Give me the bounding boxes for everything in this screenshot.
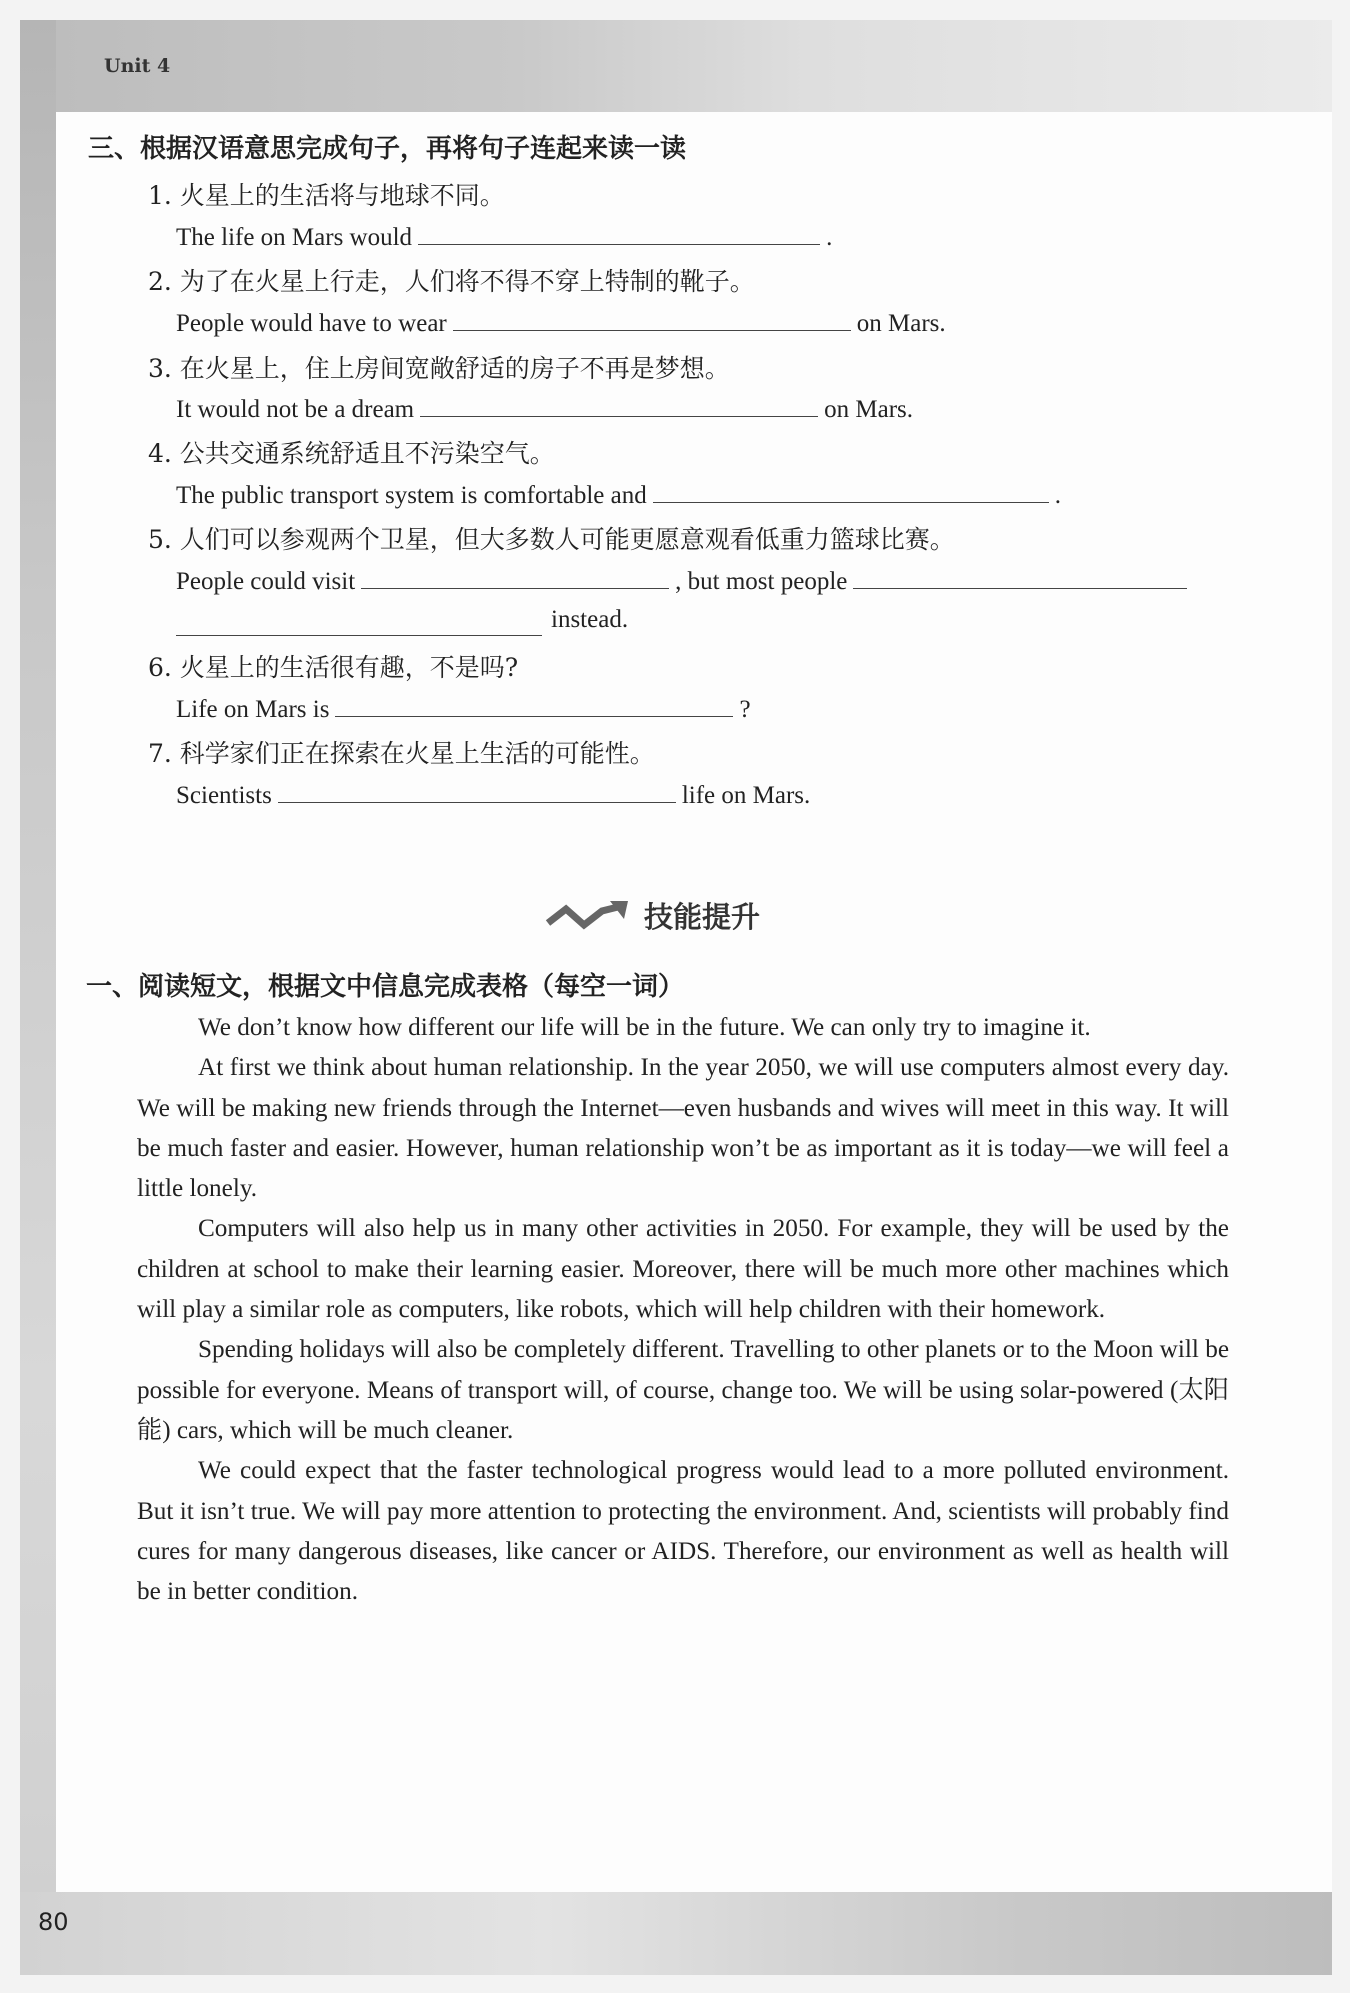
answer-blank-5b[interactable] [853, 564, 1187, 589]
question-6-prompt: Life on Mars is [176, 696, 330, 723]
question-5-end: instead. [551, 606, 629, 633]
question-2-prompt: People would have to wear [176, 310, 447, 337]
left-margin-band [20, 20, 56, 1975]
footer-band [20, 1892, 1332, 1975]
question-7-english [176, 778, 810, 810]
question-5-middle: , but most people [675, 568, 848, 595]
passage-paragraph-4: Spending holidays will also be completely different. Travelling to other planets or to the Moon will be possible for everyone. Means of transport will, of course, change too. We will be using solar-powered (太阳能) cars, which will be much cleaner. [137, 1336, 1229, 1444]
reading-passage [137, 1008, 1229, 1612]
passage-paragraph-2: At first we think about human relationship. In the year 2050, we will use computers almost every day. We will be making new friends through the Internet—even husbands and wives will meet in this way. It will be much faster and easier. However, human relationship won’t be as important as it is today—we will feel a little lonely. [137, 1054, 1229, 1203]
question-3-prompt: It would not be a dream [176, 396, 415, 423]
question-4-english [176, 478, 1061, 510]
question-6-chinese: 6. 火星上的生活很有趣，不是吗? [148, 653, 519, 682]
question-6-end: ? [739, 696, 751, 723]
passage-paragraph-1: We don’t know how different our life will be in the future. We can only try to imagine it. [198, 1014, 1091, 1041]
question-4-end: . [1054, 482, 1061, 509]
question-7-prompt: Scientists [176, 782, 272, 809]
question-6-english [176, 692, 751, 724]
question-7-chinese: 7. 科学家们正在探索在火星上生活的可能性。 [148, 739, 655, 768]
question-5-english [176, 564, 1193, 596]
answer-blank-7[interactable] [278, 778, 676, 803]
header-band [20, 20, 1332, 112]
question-3-chinese: 3. 在火星上，住上房间宽敞舒适的房子不再是梦想。 [148, 354, 730, 383]
question-4-chinese: 4. 公共交通系统舒适且不污染空气。 [148, 439, 555, 468]
question-1-end: . [826, 224, 833, 251]
page-number: 80 [38, 1908, 69, 1936]
question-2-end: on Mars. [856, 310, 946, 337]
answer-blank-5c[interactable] [176, 634, 542, 636]
trend-up-arrow-icon [544, 899, 630, 933]
question-7-end: life on Mars. [681, 782, 811, 809]
question-3-end: on Mars. [824, 396, 914, 423]
answer-blank-2[interactable] [453, 306, 851, 331]
question-5-prompt: People could visit [176, 568, 356, 595]
answer-blank-3[interactable] [420, 392, 818, 417]
section-heading-reading: 一、阅读短文，根据文中信息完成表格（每空一词） [86, 972, 685, 1002]
skills-title-text: 技能提升 [644, 900, 761, 934]
passage-paragraph-5: We could expect that the faster technological progress would lead to a more polluted environment. But it isn’t true. We will pay more attention to protecting the environment. And, scientists will probably find cures for many dangerous diseases, like cancer or AIDS. Therefore, our environment as well as health will be in better condition. [137, 1457, 1229, 1606]
answer-blank-6[interactable] [335, 692, 733, 717]
question-5-chinese: 5. 人们可以参观两个卫星，但大多数人可能更愿意观看低重力篮球比赛。 [148, 525, 955, 554]
unit-label: Unit 4 [104, 55, 171, 77]
question-1-prompt: The life on Mars would [176, 224, 413, 251]
skills-section-title [544, 895, 760, 936]
question-2-english [176, 306, 946, 338]
answer-blank-4[interactable] [653, 478, 1049, 503]
question-4-prompt: The public transport system is comfortable and [176, 482, 647, 509]
answer-blank-5a[interactable] [361, 564, 669, 589]
question-1-english [176, 220, 832, 252]
question-3-english [176, 392, 913, 424]
section-heading-3: 三、根据汉语意思完成句子，再将句子连起来读一读 [88, 134, 687, 164]
answer-blank-1[interactable] [418, 220, 820, 245]
question-2-chinese: 2. 为了在火星上行走，人们将不得不穿上特制的靴子。 [148, 267, 755, 296]
question-1-chinese: 1. 火星上的生活将与地球不同。 [148, 181, 505, 210]
passage-paragraph-3: Computers will also help us in many other activities in 2050. For example, they will be used by the children at school to make their learning easier. Moreover, there will be much more other machines which will play a similar role as computers, like robots, which will help children with their homework. [137, 1215, 1229, 1324]
